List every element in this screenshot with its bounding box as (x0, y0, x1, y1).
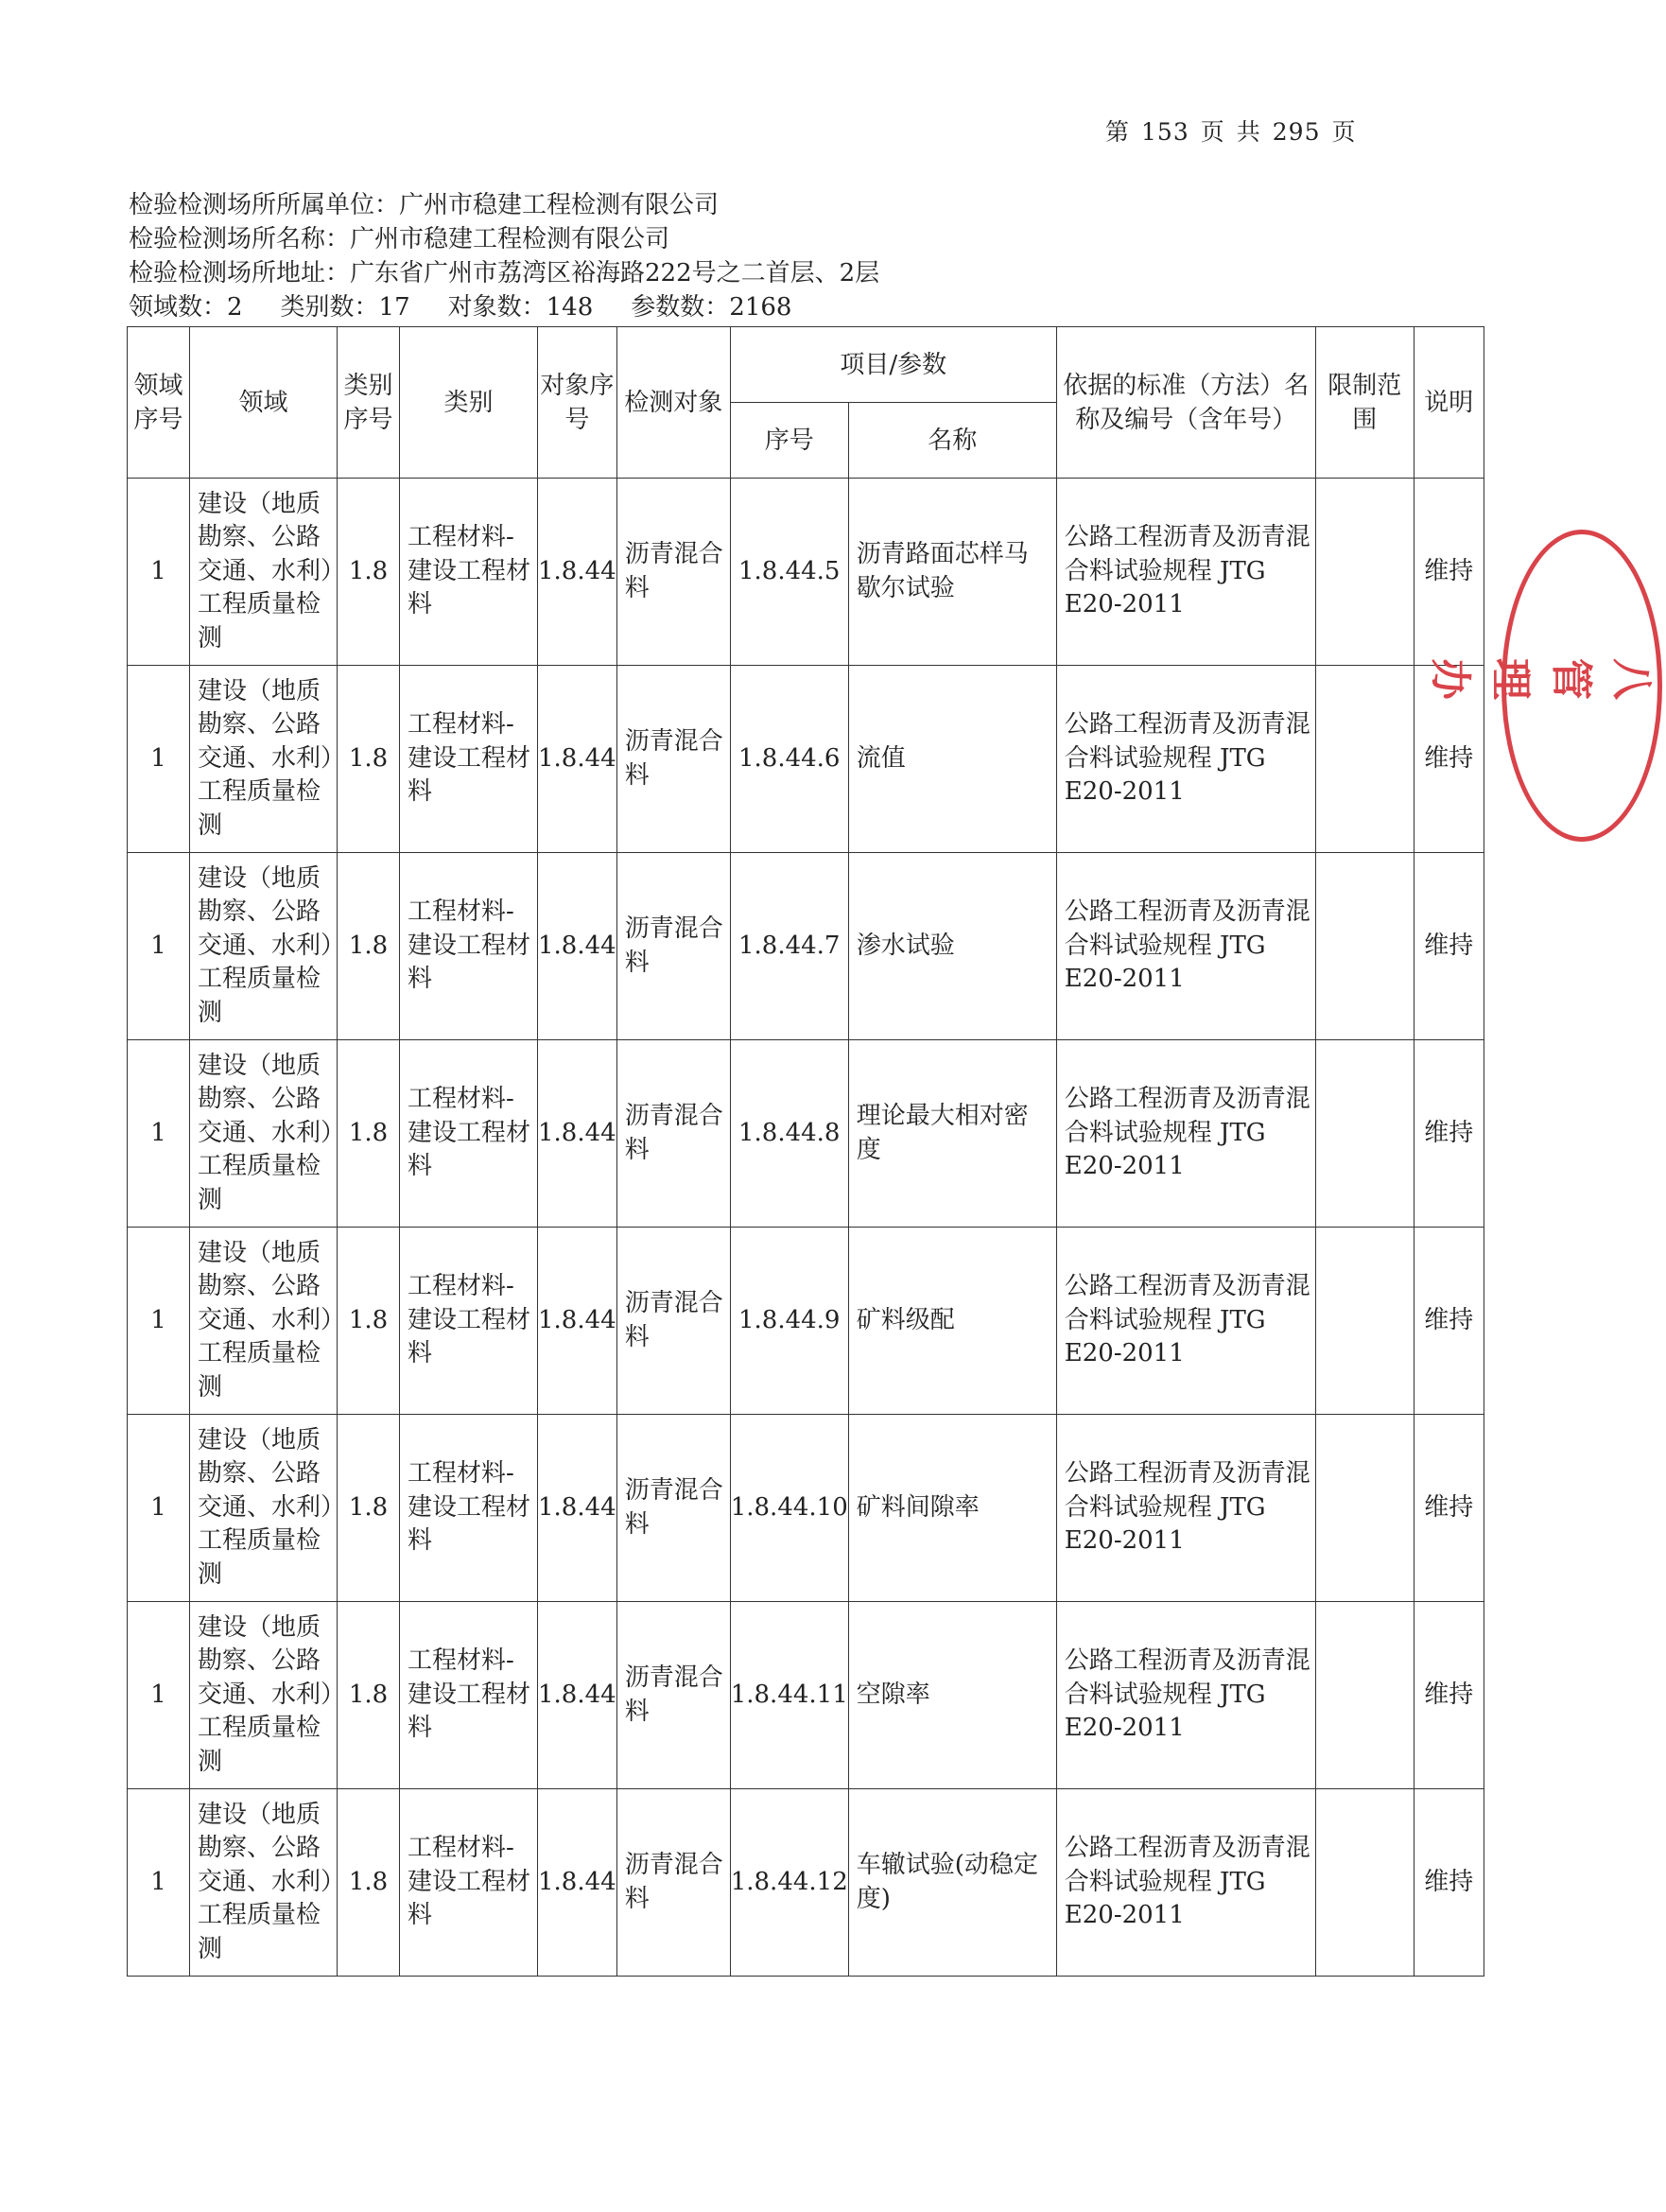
page-prefix: 第 (1105, 118, 1131, 146)
table-row (128, 479, 1484, 666)
stats-line (129, 290, 879, 324)
col-domain-no: 领域序号 (128, 327, 190, 479)
affiliation-line: 检验检测场所所属单位：广州市稳建工程检测有限公司 (129, 191, 720, 219)
cell-object: 沥青混合料 (616, 479, 730, 666)
cell-category-no: 1.8 (338, 666, 400, 853)
cell-standard: 公路工程沥青及沥青混合料试验规程 JTG E20-2011 (1056, 666, 1315, 853)
cell-object: 沥青混合料 (616, 1789, 730, 1977)
cell-category: 工程材料-建设工程材料 (400, 1789, 538, 1977)
page-mid1: 页 (1200, 118, 1225, 146)
cell-object-no: 1.8.44 (538, 479, 617, 666)
cell-category: 工程材料-建设工程材料 (400, 479, 538, 666)
cell-param-no: 1.8.44.8 (730, 1040, 848, 1228)
cell-param-no: 1.8.44.11 (730, 1602, 848, 1789)
col-category: 类别 (400, 327, 538, 479)
cell-object-no: 1.8.44 (538, 853, 617, 1040)
cell-domain: 建设（地质勘察、公路交通、水利）工程质量检测 (190, 1602, 338, 1789)
capability-table (127, 326, 1484, 1977)
cell-standard: 公路工程沥青及沥青混合料试验规程 JTG E20-2011 (1056, 1228, 1315, 1415)
col-note: 说明 (1414, 327, 1484, 479)
cell-note: 维持 (1414, 479, 1484, 666)
cell-limit (1315, 479, 1414, 666)
cell-limit (1315, 1040, 1414, 1228)
col-object-no: 对象序号 (538, 327, 617, 479)
cell-param-no: 1.8.44.9 (730, 1228, 848, 1415)
cell-standard: 公路工程沥青及沥青混合料试验规程 JTG E20-2011 (1056, 1602, 1315, 1789)
cell-object-no: 1.8.44 (538, 1602, 617, 1789)
cell-object-no: 1.8.44 (538, 1789, 617, 1977)
stat-domains: 领域数：2 (129, 293, 243, 322)
cell-object-no: 1.8.44 (538, 1040, 617, 1228)
col-limit: 限制范围 (1315, 327, 1414, 479)
table-row (128, 1602, 1484, 1789)
cell-param-no: 1.8.44.10 (730, 1415, 848, 1602)
document-header (129, 188, 879, 324)
cell-domain: 建设（地质勘察、公路交通、水利）工程质量检测 (190, 1040, 338, 1228)
col-domain: 领域 (190, 327, 338, 479)
cell-domain-no: 1 (128, 479, 190, 666)
cell-domain-no: 1 (128, 1228, 190, 1415)
address-line: 检验检测场所地址：广东省广州市荔湾区裕海路222号之二首层、2层 (129, 259, 880, 287)
cell-domain-no: 1 (128, 1415, 190, 1602)
cell-limit (1315, 1415, 1414, 1602)
table-row (128, 1040, 1484, 1228)
cell-object: 沥青混合料 (616, 1228, 730, 1415)
cell-category: 工程材料-建设工程材料 (400, 666, 538, 853)
cell-category-no: 1.8 (338, 479, 400, 666)
cell-standard: 公路工程沥青及沥青混合料试验规程 JTG E20-2011 (1056, 1040, 1315, 1228)
cell-param-name: 矿料间隙率 (848, 1415, 1056, 1602)
cell-domain-no: 1 (128, 853, 190, 1040)
table-row (128, 1789, 1484, 1977)
cell-domain-no: 1 (128, 1040, 190, 1228)
cell-domain: 建设（地质勘察、公路交通、水利）工程质量检测 (190, 1415, 338, 1602)
page-number (1100, 113, 1362, 148)
seal-char-1: 八管理办 (1426, 658, 1656, 700)
stat-objects: 对象数：148 (447, 293, 594, 322)
cell-limit (1315, 666, 1414, 853)
cell-category-no: 1.8 (338, 853, 400, 1040)
cell-param-name: 车辙试验(动稳定度) (848, 1789, 1056, 1977)
stat-params: 参数数：2168 (631, 293, 792, 322)
page-suffix: 页 (1331, 118, 1357, 146)
cell-param-name: 矿料级配 (848, 1228, 1056, 1415)
cell-category: 工程材料-建设工程材料 (400, 853, 538, 1040)
col-item-param: 项目/参数 (730, 327, 1056, 403)
cell-object: 沥青混合料 (616, 1602, 730, 1789)
cell-domain: 建设（地质勘察、公路交通、水利）工程质量检测 (190, 479, 338, 666)
col-param-no: 序号 (730, 403, 848, 479)
cell-category-no: 1.8 (338, 1415, 400, 1602)
cell-param-no: 1.8.44.7 (730, 853, 848, 1040)
cell-note: 维持 (1414, 1602, 1484, 1789)
col-standard: 依据的标准（方法）名称及编号（含年号） (1056, 327, 1315, 479)
cell-domain: 建设（地质勘察、公路交通、水利）工程质量检测 (190, 666, 338, 853)
cell-category: 工程材料-建设工程材料 (400, 1602, 538, 1789)
cell-category: 工程材料-建设工程材料 (400, 1228, 538, 1415)
page-current: 153 (1141, 118, 1189, 146)
cell-standard: 公路工程沥青及沥青混合料试验规程 JTG E20-2011 (1056, 853, 1315, 1040)
cell-standard: 公路工程沥青及沥青混合料试验规程 JTG E20-2011 (1056, 1789, 1315, 1977)
cell-standard: 公路工程沥青及沥青混合料试验规程 JTG E20-2011 (1056, 1415, 1315, 1602)
site-name-line: 检验检测场所名称：广州市稳建工程检测有限公司 (129, 225, 670, 253)
cell-standard: 公路工程沥青及沥青混合料试验规程 JTG E20-2011 (1056, 479, 1315, 666)
cell-limit (1315, 853, 1414, 1040)
cell-param-no: 1.8.44.6 (730, 666, 848, 853)
cell-category-no: 1.8 (338, 1789, 400, 1977)
cell-limit (1315, 1789, 1414, 1977)
cell-category: 工程材料-建设工程材料 (400, 1415, 538, 1602)
cell-param-no: 1.8.44.5 (730, 479, 848, 666)
cell-object-no: 1.8.44 (538, 1228, 617, 1415)
col-param-name: 名称 (848, 403, 1056, 479)
cell-domain-no: 1 (128, 1602, 190, 1789)
col-category-no: 类别序号 (338, 327, 400, 479)
cell-param-name: 沥青路面芯样马歇尔试验 (848, 479, 1056, 666)
cell-category-no: 1.8 (338, 1040, 400, 1228)
cell-domain-no: 1 (128, 666, 190, 853)
cell-object-no: 1.8.44 (538, 1415, 617, 1602)
cell-domain-no: 1 (128, 1789, 190, 1977)
table-row (128, 1415, 1484, 1602)
cell-limit (1315, 1228, 1414, 1415)
stat-categories: 类别数：17 (280, 293, 410, 322)
cell-object: 沥青混合料 (616, 666, 730, 853)
cell-category: 工程材料-建设工程材料 (400, 1040, 538, 1228)
cell-param-name: 流值 (848, 666, 1056, 853)
cell-note: 维持 (1414, 1228, 1484, 1415)
table-row (128, 853, 1484, 1040)
cell-note: 维持 (1414, 1415, 1484, 1602)
cell-object: 沥青混合料 (616, 1040, 730, 1228)
cell-limit (1315, 1602, 1414, 1789)
cell-object: 沥青混合料 (616, 1415, 730, 1602)
cell-param-name: 渗水试验 (848, 853, 1056, 1040)
cell-object: 沥青混合料 (616, 853, 730, 1040)
cell-param-name: 理论最大相对密度 (848, 1040, 1056, 1228)
page-mid2: 共 (1236, 118, 1261, 146)
cell-category-no: 1.8 (338, 1602, 400, 1789)
cell-param-name: 空隙率 (848, 1602, 1056, 1789)
cell-object-no: 1.8.44 (538, 666, 617, 853)
table-row (128, 1228, 1484, 1415)
col-object: 检测对象 (616, 327, 730, 479)
cell-domain: 建设（地质勘察、公路交通、水利）工程质量检测 (190, 1789, 338, 1977)
table-row (128, 666, 1484, 853)
cell-note: 维持 (1414, 1040, 1484, 1228)
cell-category-no: 1.8 (338, 1228, 400, 1415)
cell-domain: 建设（地质勘察、公路交通、水利）工程质量检测 (190, 853, 338, 1040)
page-total: 295 (1272, 118, 1321, 146)
cell-note: 维持 (1414, 666, 1484, 853)
cell-note: 维持 (1414, 853, 1484, 1040)
cell-note: 维持 (1414, 1789, 1484, 1977)
cell-param-no: 1.8.44.12 (730, 1789, 848, 1977)
cell-domain: 建设（地质勘察、公路交通、水利）工程质量检测 (190, 1228, 338, 1415)
